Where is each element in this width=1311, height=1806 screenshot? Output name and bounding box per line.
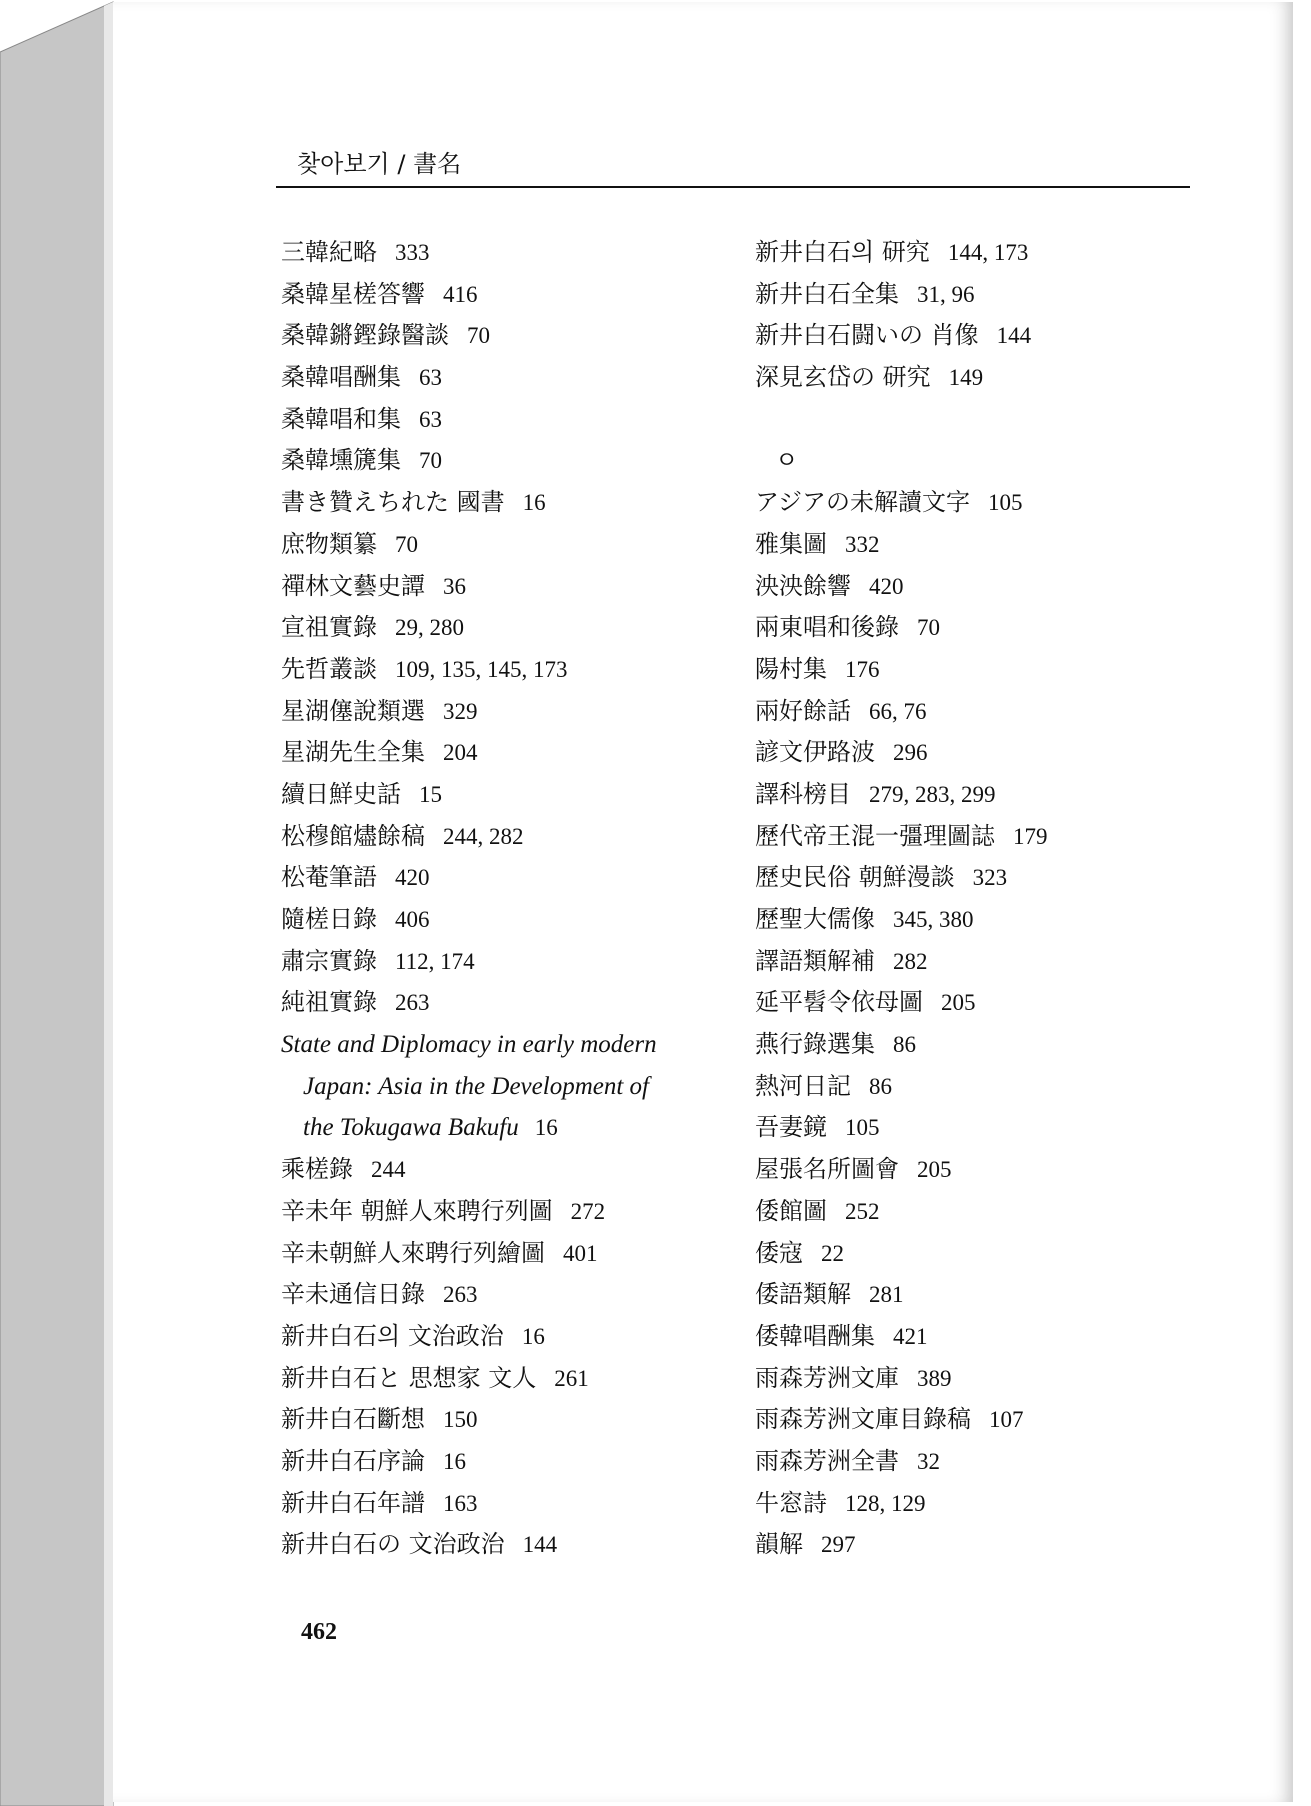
index-entry: 書き贊えちれた 國書 16 [281,488,546,517]
book-page [113,2,1293,1802]
index-entry: 倭館圖 252 [755,1196,880,1225]
index-entry: 桑韓壎篪集 70 [281,446,442,475]
index-entry: 辛未通信日錄 263 [281,1280,478,1309]
index-entry: 新井白石의 研究 144, 173 [755,238,1029,266]
index-entry-english-continued: Japan: Asia in the Development of [303,1072,649,1100]
index-entry: 乘槎錄 244 [281,1155,406,1184]
index-entry: 諺文伊路波 296 [755,738,928,767]
index-entry: 屋張名所圖會 205 [755,1155,952,1184]
index-entry: 兩東唱和後錄 70 [755,613,940,642]
index-entry: 歷聖大儒像 345, 380 [755,905,974,933]
index-entry: 新井白石と 思想家 文人 261 [281,1363,589,1392]
index-entry: 先哲叢談 109, 135, 145, 173 [281,654,568,683]
index-entry: アジアの未解讀文字 105 [755,488,1023,517]
index-entry: 星湖先生全集 204 [281,738,478,767]
index-entry: 肅宗實錄 112, 174 [281,946,475,975]
index-entry: 新井白石全集 31, 96 [755,279,975,308]
index-entry: 倭寇 22 [755,1238,844,1267]
index-entry: 深見玄岱の 研究 149 [755,363,984,392]
index-entry: 牛窓詩 128, 129 [755,1488,926,1517]
index-entry: 兩好餘話 66, 76 [755,696,927,725]
index-entry: 新井白石의 文治政治 16 [281,1321,545,1350]
index-entry: 辛未年 朝鮮人來聘行列圖 272 [281,1196,606,1225]
index-entry: 譯科榜目 279, 283, 299 [755,779,996,808]
index-entry: 泱泱餘響 420 [755,571,904,600]
index-entry: 陽村集 176 [755,654,880,683]
index-entry: 宣祖實錄 29, 280 [281,613,464,642]
index-entry: 延平髫令依母圖 205 [755,988,976,1017]
index-entry: 桑韓星槎答響 416 [281,279,478,308]
index-column-right [755,232,1225,1566]
index-entry: 雨森芳洲全書 32 [755,1446,940,1475]
index-entry: 倭語類解 281 [755,1280,904,1309]
index-entry: 歷史民俗 朝鮮漫談 323 [755,863,1008,892]
index-entry: 松穆館燼餘稿 244, 282 [281,821,524,850]
index-entry: 純祖實錄 263 [281,988,430,1017]
index-entry: 雅集圖 332 [755,529,880,558]
index-entry-english: State and Diplomacy in early modern [281,1031,657,1059]
index-entry: 三韓紀略 333 [281,238,430,266]
index-entry: 新井白石の 文治政治 144 [281,1530,558,1559]
index-entry: 吾妻鏡 105 [755,1113,880,1142]
index-entry: 雨森芳洲文庫 389 [755,1363,952,1392]
index-entry-english-continued: the Tokugawa Bakufu 16 [303,1114,558,1142]
index-entry: 譯語類解補 282 [755,946,928,975]
section-gap [755,399,1225,441]
index-entry: 熱河日記 86 [755,1071,892,1100]
page-number: 462 [301,1619,337,1645]
page-header: 찾아보기 / 書名 [297,150,462,178]
index-entry: 新井白石闘いの 肖像 144 [755,321,1032,350]
index-entry: 歷代帝王混一彊理圖誌 179 [755,821,1048,850]
index-entry: 桑韓唱和集 63 [281,404,442,433]
index-entry: 倭韓唱酬集 421 [755,1321,928,1350]
index-entry: 新井白石年譜 163 [281,1488,478,1517]
index-entry: 續日鮮史話 15 [281,779,442,808]
index-entry: 禪林文藝史譚 36 [281,571,466,600]
index-entry: 桑韓唱酬集 63 [281,363,442,392]
index-entry: 燕行錄選集 86 [755,1030,916,1059]
index-entry: 桑韓鏘鏗錄醫談 70 [281,321,490,350]
index-entry: 庶物類纂 70 [281,529,418,558]
index-entry: 隨槎日錄 406 [281,905,430,933]
header-rule [276,186,1190,188]
index-entry: 松菴筆語 420 [281,863,430,892]
index-entry: 新井白石斷想 150 [281,1405,478,1434]
index-entry: 星湖僿說類選 329 [281,696,478,725]
index-entry: 雨森芳洲文庫目錄稿 107 [755,1405,1024,1434]
index-entry: 新井白石序論 16 [281,1446,466,1475]
index-entry: 辛未朝鮮人來聘行列繪圖 401 [281,1238,598,1267]
section-heading: ㅇ [775,446,799,475]
index-column-left [281,232,751,1566]
index-entry: 韻解 297 [755,1530,856,1559]
